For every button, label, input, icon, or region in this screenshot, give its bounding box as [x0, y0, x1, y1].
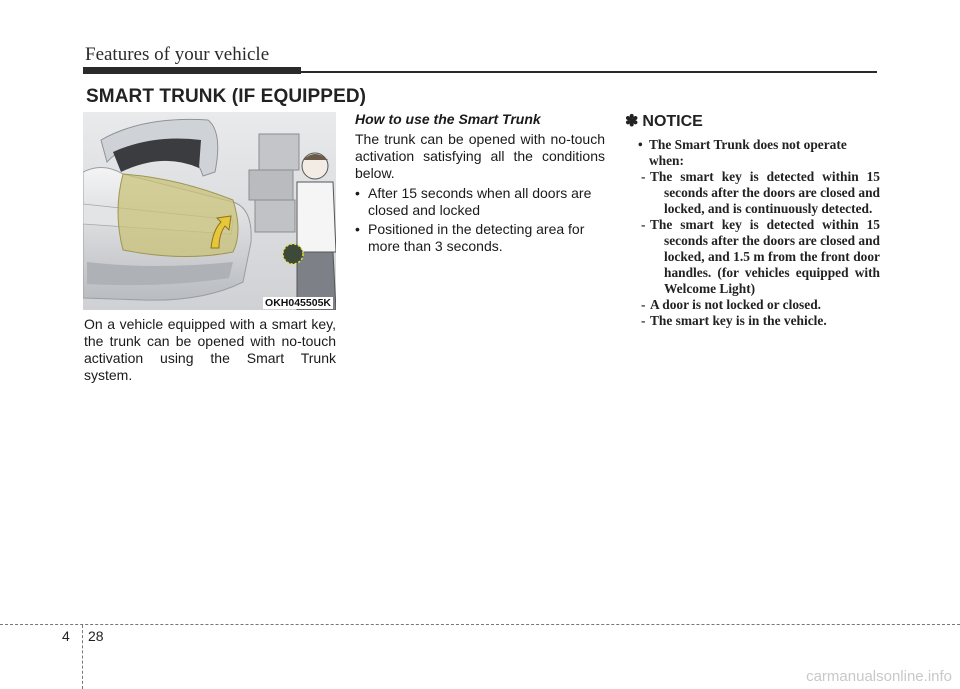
notice-item [625, 217, 880, 297]
bullet-dot: • [355, 221, 360, 237]
bullet-dot: • [638, 137, 643, 152]
notice-body [625, 137, 880, 329]
car-trunk-drawing [83, 112, 336, 310]
notice-item-text: The smart key is in the vehicle. [650, 313, 827, 328]
notice-heading [625, 111, 880, 131]
notice-box [625, 111, 880, 329]
header-rule-thick [83, 67, 301, 74]
condition-text: Positioned in the detecting area for more than 3 seconds. [368, 221, 585, 254]
dash-marker: - [641, 169, 646, 184]
notice-bullet [625, 137, 880, 169]
how-to-use-intro: The trunk can be opened with no-touch activation satisfying all the conditions below. [355, 131, 605, 181]
how-to-use-heading: How to use the Smart Trunk [355, 111, 541, 127]
notice-title: NOTICE [642, 113, 703, 130]
notice-bullet-text: The Smart Trunk does not operate when: [649, 137, 847, 168]
notice-item [625, 313, 880, 329]
notice-item-text: The smart key is detected within 15 seconds after the doors are closed and locked, and 1.5 m from the front door handles. (for vehicles equipped with Welcome Light) [650, 217, 880, 296]
condition-text: After 15 seconds when all doors are closed and locked [368, 185, 592, 218]
bullet-dot: • [355, 185, 360, 201]
notice-item-text: The smart key is detected within 15 seconds after the doors are closed and locked, and is continuously detected. [650, 169, 880, 216]
footer-divider [82, 625, 83, 689]
watermark[interactable]: carmanualsonline.info [806, 668, 952, 685]
condition-bullet [355, 221, 605, 255]
notice-item [625, 297, 880, 313]
dash-marker: - [641, 217, 646, 232]
condition-bullet [355, 185, 605, 219]
smart-trunk-illustration [83, 112, 336, 310]
header-rule-thin [301, 71, 877, 73]
footer-rule [0, 624, 960, 625]
how-to-use-section [355, 111, 605, 257]
section-title: SMART TRUNK (IF EQUIPPED) [86, 86, 367, 107]
notice-star-icon: ✽ [625, 113, 639, 130]
page-header-title: Features of your vehicle [85, 44, 270, 65]
chapter-number: 4 [62, 628, 70, 644]
figure-code: OKH045505K [265, 297, 331, 309]
intro-paragraph: On a vehicle equipped with a smart key, the trunk can be opened with no-touch activation using the Smart Trunk system. [84, 316, 336, 383]
page-number: 28 [88, 628, 104, 644]
notice-item-text: A door is not locked or closed. [650, 297, 821, 312]
notice-item [625, 169, 880, 217]
dash-marker: - [641, 297, 646, 312]
dash-marker: - [641, 313, 646, 328]
